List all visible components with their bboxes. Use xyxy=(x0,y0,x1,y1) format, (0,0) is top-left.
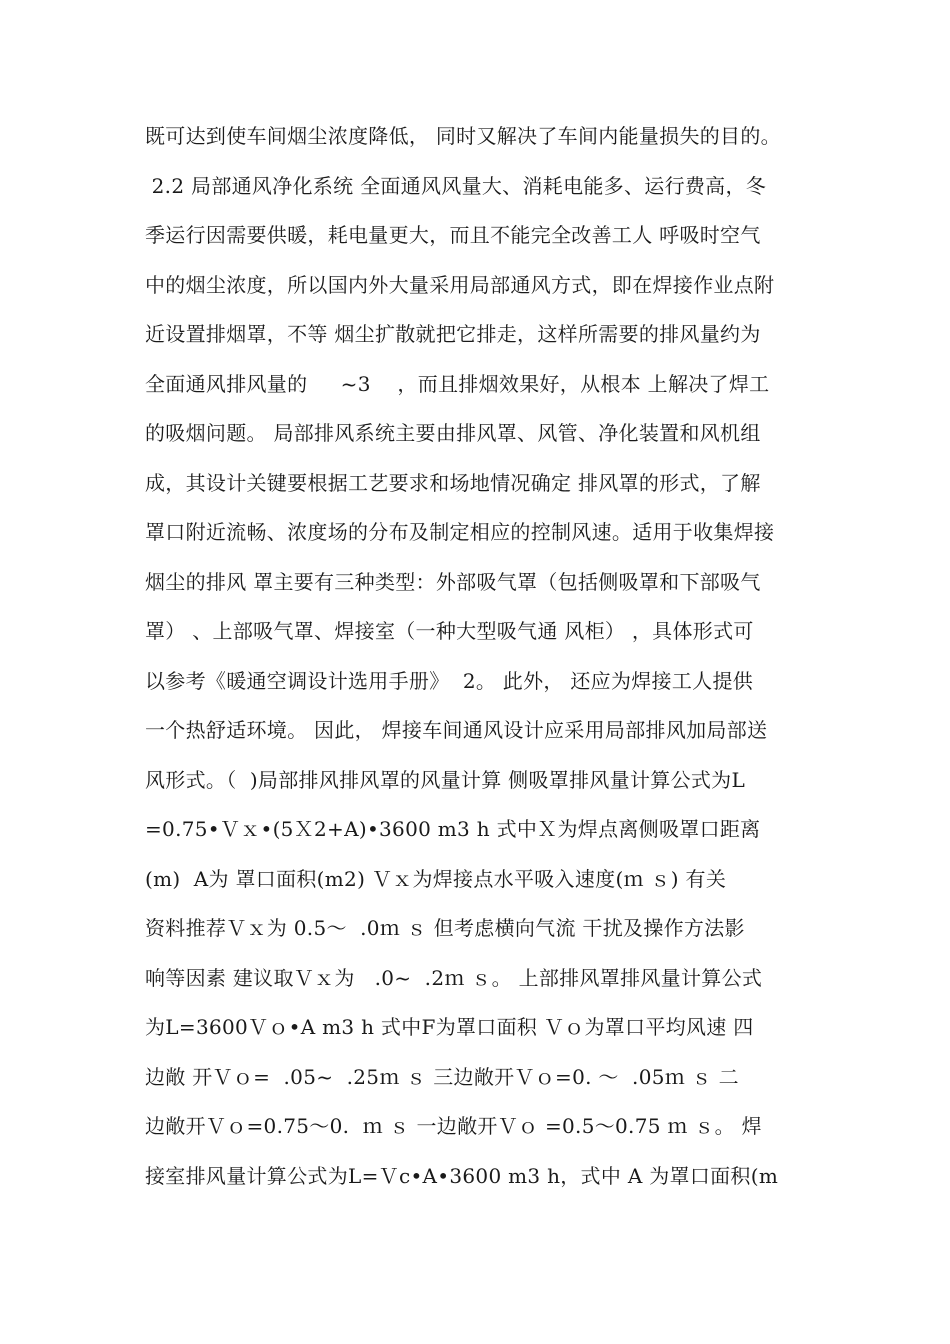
text-line: 近设置排烟罩，不等 烟尘扩散就把它排走，这样所需要的排风量约为 xyxy=(145,322,761,346)
text-line: 成，其设计关键要根据工艺要求和场地情况确定 排风罩的形式，了解 xyxy=(145,470,761,495)
text-line: 以参考《暖通空调设计选用手册》 2。 此外， 还应为焊接工人提供 xyxy=(145,668,754,693)
text-line: 中的烟尘浓度，所以国内外大量采用局部通风方式，即在焊接作业点附 xyxy=(145,272,775,297)
text-line: 响等因素 建议取Ｖｘ为 .0~ .2ｍ ｓ。 上部排风罩排风量计算公式 xyxy=(145,965,763,990)
body-text xyxy=(145,112,815,1201)
text-line: 2.2 局部通风净化系统 全面通风风量大、消耗电能多、运行费高，冬 xyxy=(145,173,767,198)
text-line: 罩） 、上部吸气罩、焊接室（一种大型吸气通 风柜） ，具体形式可 xyxy=(145,619,754,643)
text-line: 接室排风量计算公式为L=Ｖc•A•3600 m3 h，式中 A 为罩口面积(m xyxy=(145,1163,779,1188)
text-line: (m) A为 罩口面积(m2) Ｖｘ为焊接点水平吸入速度(ｍ ｓ) 有关 xyxy=(145,866,727,891)
text-line: 风形式。（ )局部排风排风罩的风量计算 侧吸罩排风量计算公式为L xyxy=(145,767,746,792)
text-line: 边敞开Ｖｏ=0.75～0. ｍ ｓ 一边敞开Ｖｏ =0.5～0.75 ｍ ｓ。 焊 xyxy=(145,1114,762,1138)
text-line: 的吸烟问题。 局部排风系统主要由排风罩、风管、净化装置和风机组 xyxy=(145,421,761,445)
text-line: 一个热舒适环境。 因此， 焊接车间通风设计应采用局部排风加局部送 xyxy=(145,718,768,742)
text-line: 罩口附近流畅、浓度场的分布及制定相应的控制风速。适用于收集焊接 xyxy=(145,520,775,544)
text-line: 季运行因需要供暖，耗电量更大，而且不能完全改善工人 呼吸时空气 xyxy=(145,223,761,247)
text-line: 烟尘的排风 罩主要有三种类型：外部吸气罩（包括侧吸罩和下部吸气 xyxy=(145,569,761,594)
text-line: 为L=3600Ｖｏ•A m3 h 式中F为罩口面积 Ｖｏ为罩口平均风速 四 xyxy=(145,1015,754,1039)
text-line: 边敞 开Ｖｏ= .05~ .25ｍ ｓ 三边敞开Ｖｏ=0. ～ .05ｍ ｓ 二 xyxy=(145,1064,739,1089)
text-line: 全面通风排风量的 ~3 ，而且排烟效果好，从根本 上解决了焊工 xyxy=(145,371,770,396)
text-line: =0.75•Ｖｘ•(5Ｘ2+A)•3600 m3 h 式中Ｘ为焊点离侧吸罩口距离 xyxy=(145,817,761,841)
text-line: 资料推荐Ｖｘ为 0.5～ .0ｍ ｓ 但考虑横向气流 干扰及操作方法影 xyxy=(145,916,745,940)
text-line: 既可达到使车间烟尘浓度降低， 同时又解决了车间内能量损失的目的。 xyxy=(145,124,781,148)
